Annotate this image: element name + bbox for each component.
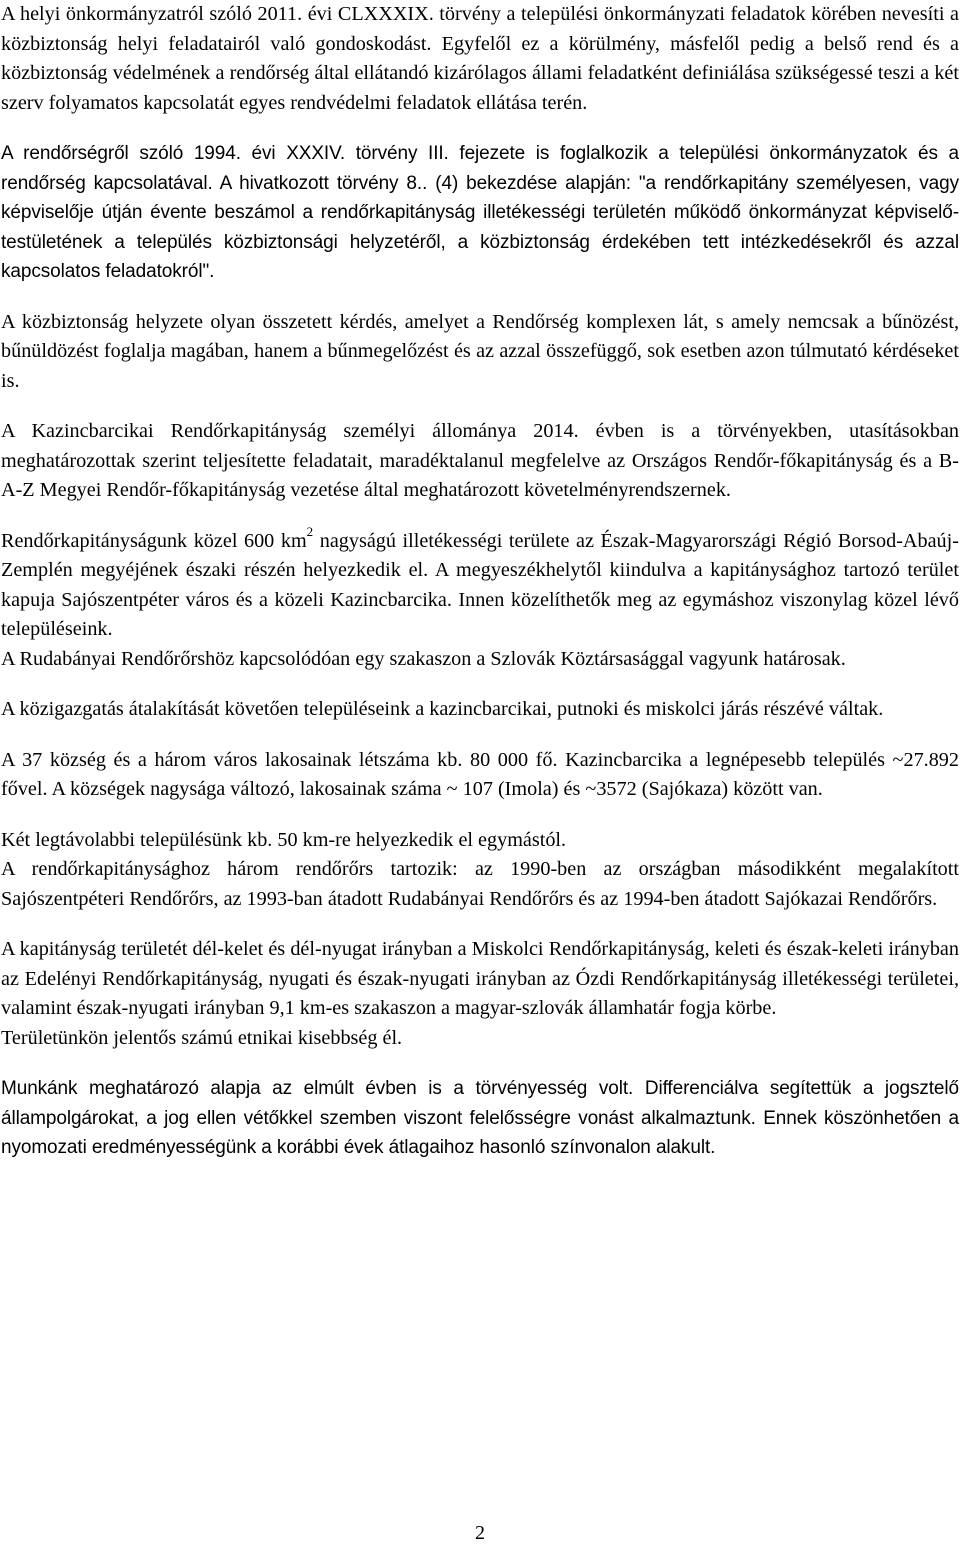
paragraph-gap [1,805,959,826]
territory-text-end: nagyságú illetékességi területe az Észak-Magyarországi Régió Borsod-Abaúj-Zemplén megyéjének északi részén helyezkedik el. A megyeszékhelytől kiindulva a kapitánysághoz tartozó terület kapuja Sajószentpéter város és a közeli Kazincbarcika. Innen közelíthetők meg az egymáshoz viszonylag közel lévő településeink. [1,529,959,640]
paragraph-gap [1,118,959,139]
paragraph-distance: Két legtávolabbi településünk kb. 50 km-re helyezkedik el egymástól. [1,828,567,851]
paragraph-population: A 37 község és a három város lakosainak létszáma kb. 80 000 fő. Kazincbarcika a legnépesebb település ~27.892 fővel. A községek nagysága változó, lakosainak száma ~ 107 (Imola) és ~3572 (Sajókaza) között van. [1,748,959,800]
paragraph-police-stations: A rendőrkapitánysághoz három rendőrőrs tartozik: az 1990-ben az országban másodikként megalakított Sajószentpéteri Rendőrőrs, az 1993-ban átadott Rudabányai Rendőrőrs és az 1994-ben átadott Sajókazai Rendőrőrs. [1,858,959,910]
paragraph-personnel: A Kazincbarcikai Rendőrkapitányság személyi állománya 2014. évben is a törvényekben, utasításokban meghatározottak szerint teljesítette feladatait, maradéktalanul megfelelve az Országos Rendőr-főkapitányság és a B-A-Z Megyei Rendőr-főkapitányság vezetése által meghatározott követelményrendszernek. [1,420,959,501]
paragraph-gap [1,674,959,695]
paragraph-gap [1,725,959,746]
paragraph-gap [1,1053,959,1074]
paragraph-minority: Területünkön jelentős számú etnikai kisebbség él. [1,1026,403,1049]
page-number: 2 [475,1522,485,1544]
paragraph-gap [1,914,959,935]
superscript-2: 2 [306,523,314,539]
paragraph-gap [1,506,959,527]
territory-text-start: Rendőrkapitányságunk közel 600 km [1,529,307,552]
paragraph-territory [1,523,959,645]
paragraph-gap [1,287,959,308]
paragraph-neighbours: A kapitányság területét dél-kelet és dél-nyugat irányban a Miskolci Rendőrkapitányság, keleti és észak-keleti irányban az Edelényi Rendőrkapitányság, nyugati és észak-nyugati irányban az Ózdi Rendőrkapitányság illetékességi területei, valamint észak-nyugati irányban 9,1 km-es szakaszon a magyar-szlovák államhatár fogja körbe. [1,938,959,1019]
paragraph-administration: A közigazgatás átalakítását követően településeink a kazincbarcikai, putnoki és miskolci járás részévé váltak. [1,698,884,720]
paragraph-local-government-act: A helyi önkormányzatról szóló 2011. évi CLXXXIX. törvény a települési önkormányzati feladatok körében nevesíti a közbiztonság helyi feladatairól való gondoskodást. Egyfelől ez a körülmény, másfelől pedig a belső rend és a közbiztonság védelmének a rendőrség által ellátandó kizárólagos állami feladatként definiálása szükségessé teszi a két szerv folyamatos kapcsolatát egyes rendvédelmi feladatok ellátása terén. [1,3,959,114]
paragraph-police-act: A rendőrségről szóló 1994. évi XXXIV. törvény III. fejezete is foglalkozik a települési önkormányzatok és a rendőrség kapcsolatával. A hivatkozott törvény 8.. (4) bekezdése alapján: "a rendőrkapitány személyesen, vagy képviselője útján évente beszámol a rendőrkapitányság illetékességi területén működő önkormányzat képviselő-testületének a település közbiztonsági helyzetéről, a közbiztonság érdekében tett intézkedésekről és azzal kapcsolatos feladatokról". [1,143,959,282]
paragraph-gap [1,396,959,417]
paragraph-legality: Munkánk meghatározó alapja az elmúlt évben is a törvényesség volt. Differenciálva segítettük a jogsztelő állampolgárokat, a jog ellen vétőkkel szemben viszont felelősségre vonást alkalmaztunk. Ennek köszönhetően a nyomozati eredményességünk a korábbi évek átlagaihoz hasonló színvonalon alakult. [1,1078,959,1158]
paragraph-public-safety: A közbiztonság helyzete olyan összetett kérdés, amelyet a Rendőrség komplexen lát, s amely nemcsak a bűnözést, bűnüldözést foglalja magában, hanem a bűnmegelőzést és az azzal összefüggő, sok esetben azon túlmutató kérdéseket is. [1,310,959,392]
paragraph-border: A Rudabányai Rendőrőrshöz kapcsolódóan egy szakaszon a Szlovák Köztársasággal vagyunk határosak. [1,647,846,670]
